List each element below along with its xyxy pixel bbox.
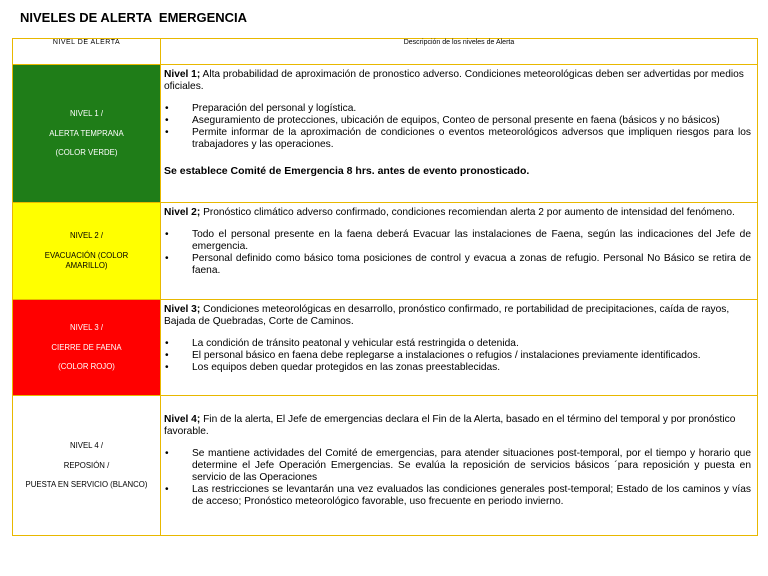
lead-paragraph (164, 69, 751, 93)
level-label: NIVEL 2 / (69, 231, 104, 241)
level-cell-white (13, 396, 161, 536)
bullet-icon: • (165, 103, 169, 114)
bullet-icon: • (165, 338, 169, 349)
bullet-list (164, 229, 751, 277)
level-label: REPOSIÓN / (63, 460, 110, 470)
header-description: Descripción de los niveles de Alerta (161, 39, 758, 65)
level-description (161, 396, 758, 536)
list-item-text: Aseguramiento de protecciones, ubicación de equipos, Conteo de personal presente en faena (básicos y no básicos) (192, 115, 720, 126)
lead-text: Pronóstico climático adverso confirmado, condiciones recomiendan alerta 2 por aumento de intensidad del fenómeno. (200, 207, 735, 218)
lead-paragraph (164, 207, 751, 219)
level-cell-green (13, 65, 161, 203)
level-name: Nivel 4; (164, 414, 201, 425)
list-item-text: La condición de tránsito peatonal y vehicular está restringida o detenida. (192, 338, 519, 349)
list-item (164, 127, 751, 151)
level-label: EVACUACIÓN (COLOR AMARILLO) (44, 251, 129, 270)
list-item (164, 362, 751, 374)
level-cell-yellow (13, 203, 161, 300)
list-item-text: Todo el personal presente en la faena deberá Evacuar las instalaciones de Faena, según las indicaciones del Jefe de emergencia. (192, 229, 751, 252)
level-label: CIERRE DE FAENA (51, 342, 122, 352)
level-name: Nivel 1; (164, 69, 201, 80)
alert-levels-table (12, 38, 758, 536)
level-name: Nivel 2; (164, 207, 201, 218)
level-label: NIVEL 1 / (69, 108, 104, 118)
level-description (161, 203, 758, 300)
bullet-icon: • (165, 350, 169, 361)
list-item (164, 484, 751, 508)
table-row (13, 203, 758, 300)
level-label: ALERTA TEMPRANA (49, 128, 124, 138)
lead-paragraph (164, 414, 751, 438)
lead-text: Fin de la alerta, El Jefe de emergencias declara el Fin de la Alerta, basado en el término del temporal y por pronóstico favorable. (164, 414, 736, 437)
bullet-icon: • (165, 253, 169, 264)
list-item-text: Permite informar de la aproximación de condiciones o eventos meteorológicos adversos que impliquen riesgos para los trabajadores y las operaciones. (192, 127, 751, 150)
level-cell-red (13, 300, 161, 396)
level-label: NIVEL 4 / (69, 440, 104, 450)
level-label: (COLOR VERDE) (55, 148, 118, 158)
bullet-list (164, 103, 751, 151)
level-label: PUESTA EN SERVICIO (BLANCO) (25, 480, 148, 490)
bullet-list (164, 338, 751, 374)
level-label: NIVEL 3 / (69, 322, 104, 332)
list-item (164, 338, 751, 350)
list-item-text: Los equipos deben quedar protegidos en las zonas preestablecidas. (192, 362, 501, 373)
header-level: NIVEL DE ALERTA (13, 39, 161, 65)
table-row (13, 396, 758, 536)
lead-text: Condiciones meteorológicas en desarrollo, pronóstico confirmado, re portabilidad de precipitaciones, caída de rayos, Bajada de Quebradas, Corte de Caminos. (164, 304, 730, 327)
list-item (164, 253, 751, 277)
list-item-text: Las restricciones se levantarán una vez evaluados las condiciones generales post-temporal; Estado de los caminos y vías de acceso; Pronóstico meteorológico favorable, uso frecuente en periodo invierno. (192, 484, 751, 507)
list-item (164, 229, 751, 253)
level-description (161, 65, 758, 203)
level-description (161, 300, 758, 396)
document-title: NIVELES DE ALERTA EMERGENCIA (20, 10, 248, 25)
committee-note: Se establece Comité de Emergencia 8 hrs. antes de evento pronosticado. (164, 165, 530, 177)
list-item-text: Se mantiene actividades del Comité de emergencias, para atender situaciones post-temporal, por el tiempo y horario que determine el Jefe Operación Emergencias. Se evalúa la reposición de servicios básicos ´para reposición y puesta en servicio de las Operaciones (192, 448, 751, 483)
list-item-text: El personal básico en faena debe replegarse a instalaciones o refugios / instalaciones previamente identificados. (192, 350, 701, 361)
list-item (164, 103, 751, 115)
list-item (164, 115, 751, 127)
bullet-icon: • (165, 115, 169, 126)
list-item (164, 350, 751, 362)
list-item-text: Preparación del personal y logística. (192, 103, 357, 114)
table-row (13, 300, 758, 396)
level-label: (COLOR ROJO) (58, 362, 115, 372)
bullet-icon: • (165, 448, 169, 459)
table-header-row (13, 39, 758, 65)
bullet-list (164, 448, 751, 508)
lead-paragraph (164, 304, 751, 328)
bullet-icon: • (165, 362, 169, 373)
bullet-icon: • (165, 484, 169, 495)
level-name: Nivel 3; (164, 304, 201, 315)
table-row (13, 65, 758, 203)
list-item-text: Personal definido como básico toma posiciones de control y evacua a zonas de refugio. Personal No Básico se retira de faena. (192, 253, 751, 276)
lead-text: Alta probabilidad de aproximación de pronostico adverso. Condiciones meteorológicas deben ser advertidas por medios oficiales. (164, 69, 744, 92)
list-item (164, 448, 751, 484)
bullet-icon: • (165, 127, 169, 138)
bullet-icon: • (165, 229, 169, 240)
